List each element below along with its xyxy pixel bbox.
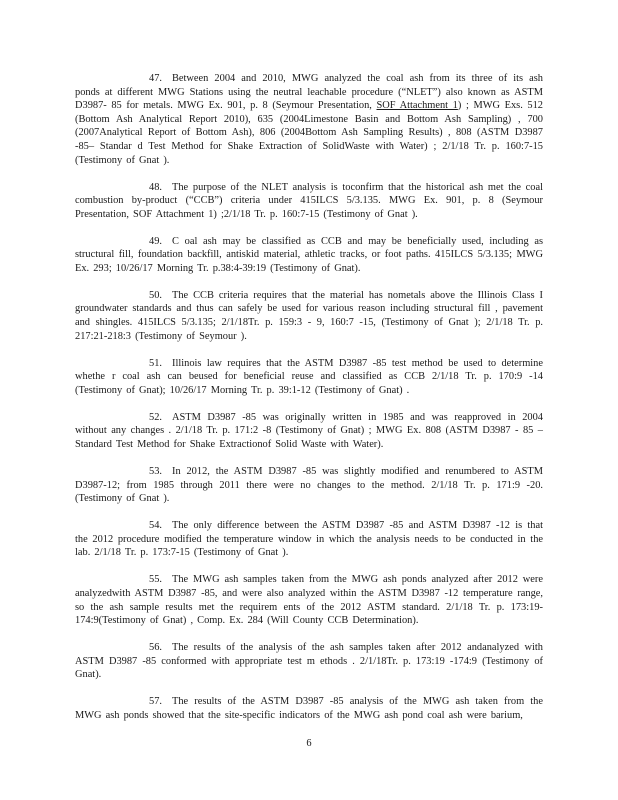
paragraph-text: The purpose of the NLET analysis is toconfirm that the historical ash met the coal combustion by-product (“CCB”) criteria under 415ILCS 5/3.135. MWG Ex. 901, p. 8 (Seymour Presentation, SOF Attachment 1) ;2/1/18 Tr. p. 160:7-15 (Testimony of Gnat ). <box>75 181 543 220</box>
paragraph-51 <box>75 357 543 398</box>
paragraph-text: The MWG ash samples taken from the MWG ash ponds analyzed after 2012 were analyzedwith ASTM D3987 -85, and were also analyzed within the ASTM D3987 -12 temperature range, so the ash sample results met the requirem ents of the 2012 ASTM standard. 2/1/18 Tr. p. 173:19- 174:9(Testimony of Gnat) , Comp. Ex. 284 (Will County CCB Determination). <box>75 574 543 627</box>
paragraph-number: 47. <box>149 73 162 84</box>
paragraph-number: 54. <box>149 520 162 532</box>
paragraph-text: The results of the analysis of the ash samples taken after 2012 andanalyzed with ASTM D3987 -85 conformed with appropriate test m ethods . 2/1/18Tr. p. 173:19 -174:9 (Testimony of Gnat). <box>75 642 543 681</box>
paragraph-number: 50. <box>149 289 162 301</box>
paragraph-number: 51. <box>149 357 162 369</box>
page-number: 6 <box>306 738 312 749</box>
paragraph-55 <box>75 573 543 627</box>
paragraph-47 <box>75 72 543 167</box>
underlined-reference: SOF Attachment 1 <box>376 100 458 112</box>
paragraph-57 <box>75 695 543 722</box>
paragraph-56 <box>75 641 543 682</box>
paragraph-text: The CCB criteria requires that the material has nometals above the Illinois Class I groundwater standards and thus can safely be used for various reason including structural fill , pavement and shingles. 415ILCS 5/3.135; 2/1/18Tr. p. 159:3 - 9, 160:7 -15, (Testimony of Gnat ); 2/1/18 Tr. p. 217:21-218:3 (Testimony of Seymour ). <box>75 289 543 342</box>
document-body <box>75 72 543 736</box>
paragraph-text: ASTM D3987 -85 was originally written in 1985 and was reapproved in 2004 without any changes . 2/1/18 Tr. p. 171:2 -8 (Testimony of Gnat) ; MWG Ex. 808 (ASTM D3987 - 85 – Standard Test Method for Shake Extractionof Solid Waste with Water). <box>75 411 543 451</box>
paragraph-text: In 2012, the ASTM D3987 -85 was slightly modified and renumbered to ASTM D3987-12; from 1985 through 2011 there were no changes to the method. 2/1/18 Tr. p. 171:9 -20. (Testimony of Gnat ). <box>75 466 543 505</box>
paragraph-text: Illinois law requires that the ASTM D3987 -85 test method be used to determine whethe r coal ash can beused for beneficial reuse and classified as CCB 2/1/18 Tr. p. 170:9 -14 (Testimony of Gnat); 10/26/17 Morning Tr. p. 39:1-12 (Testimony of Gnat) . <box>75 357 543 396</box>
paragraph-number: 56. <box>149 642 162 654</box>
paragraph-54 <box>75 519 543 560</box>
paragraph-52 <box>75 411 543 452</box>
paragraph-text-continued: ) ; MWG Exs. 512 (Bottom Ash Analytical Report 2010), 635 (2004Limestone Basin and Bottom Ash Sampling) , 700 (2007Analytical Report of Bottom Ash), 806 (2004Bottom Ash Sampling Results) , 808 (ASTM D3987 -85– Standar d Test Method for Shake Extraction of SolidWaste with Water) ; 2/1/18 Tr. p. 160:7-15 (Testimony of Gnat ). <box>75 100 543 166</box>
paragraph-number: 57. <box>149 696 162 708</box>
paragraph-text: C oal ash may be classified as CCB and may be beneficially used, including as structural fill, foundation backfill, antiskid material, athletic tracks, or foot paths. 415ILCS 5/3.135; MWG Ex. 293; 10/26/17 Morning Tr. p.38:4-39:19 (Testimony of Gnat). <box>75 235 543 274</box>
paragraph-number: 52. <box>149 411 162 423</box>
paragraph-number: 53. <box>149 466 162 477</box>
paragraph-text: The only difference between the ASTM D3987 -85 and ASTM D3987 -12 is that the 2012 procedure modified the temperature window in which the analysis needs to be conducted in the lab. 2/1/18 Tr. p. 173:7-15 (Testimony of Gnat ). <box>75 520 543 559</box>
paragraph-number: 48. <box>149 181 162 193</box>
paragraph-48 <box>75 181 543 222</box>
paragraph-49 <box>75 235 543 276</box>
paragraph-text: The results of the ASTM D3987 -85 analysis of the MWG ash taken from the MWG ash ponds showed that the site-specific indicators of the MWG ash pond coal ash were barium, <box>75 696 543 721</box>
paragraph-53 <box>75 465 543 506</box>
paragraph-number: 55. <box>149 574 162 586</box>
paragraph-text: Between 2004 and 2010, MWG analyzed the coal ash from its three of its ash ponds at different MWG Stations using the neutral leachable procedure (“NLET”) also known as ASTM D3987- 85 for metals. MWG Ex. 901, p. 8 (Seymour Presentation, <box>75 73 543 112</box>
paragraph-50 <box>75 289 543 343</box>
paragraph-number: 49. <box>149 235 162 247</box>
